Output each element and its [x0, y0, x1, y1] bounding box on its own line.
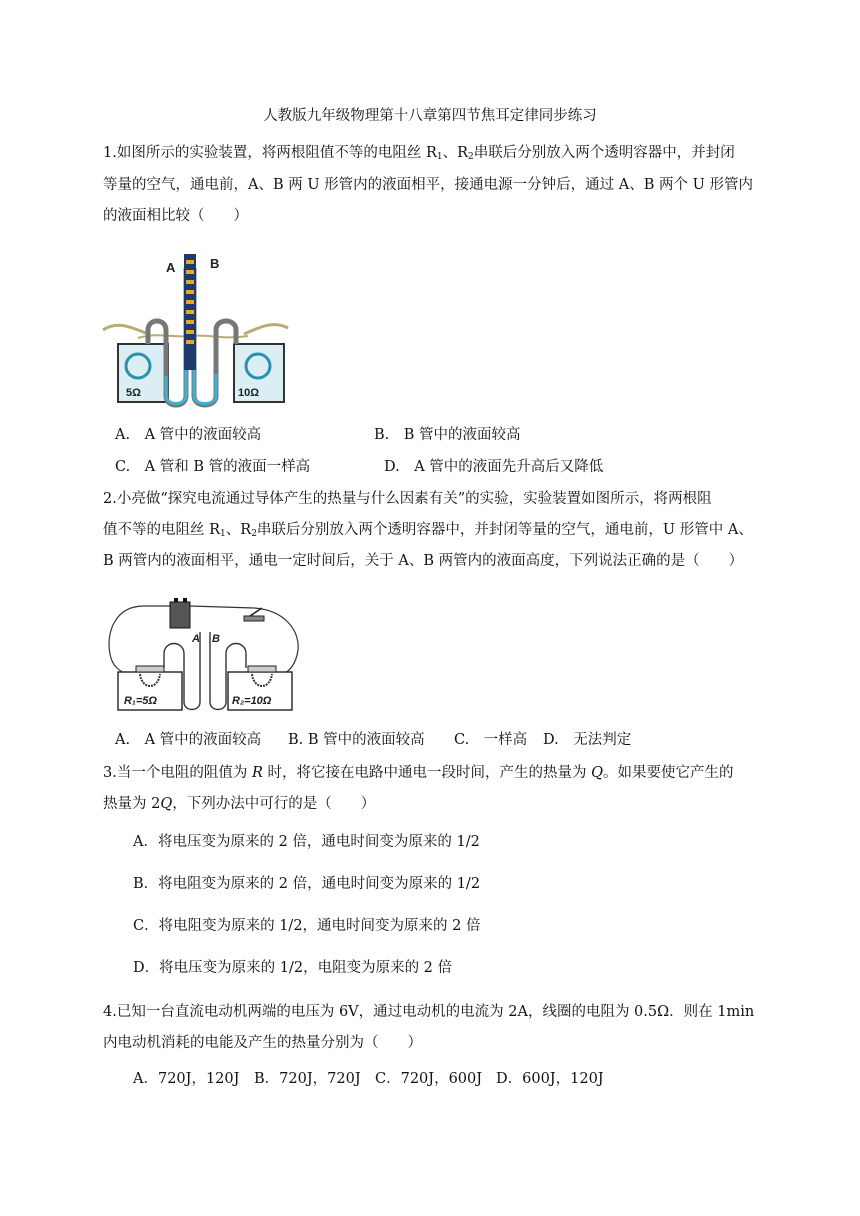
q1-option-c[interactable]: C. A 管和 B 管的液面一样高 [115, 459, 311, 475]
q3-option-c[interactable]: C．将电阻变为原来的 1/2，通电时间变为原来的 2 倍 [133, 918, 481, 934]
q4-option-a[interactable]: A．720J，120J [133, 1071, 240, 1087]
q1-apparatus-figure [98, 248, 294, 408]
q1-fig-resistor-right: 10Ω [238, 387, 260, 399]
q1-option-b[interactable]: B. B 管中的液面较高 [374, 427, 521, 443]
q2-option-d[interactable]: D. 无法判定 [543, 732, 632, 748]
q2-text-line2: 值不等的电阻丝 $R_1$、$R_2$串联后分别放入两个透明容器中，并封闭等量的空气，通电前，U 形管中 A、 [103, 522, 753, 539]
q2-fig-r1: R₁=5Ω [124, 695, 157, 707]
document-title: 人教版九年级物理第十八章第四节焦耳定律同步练习 [263, 108, 597, 124]
q2-fig-r2: R₂=10Ω [232, 695, 272, 707]
q4-text-line2: 内电动机消耗的电能及产生的热量分别为（ ） [103, 1035, 422, 1051]
q4-option-c[interactable]: C．720J，600J [375, 1071, 483, 1087]
q3-option-b[interactable]: B．将电阻变为原来的 2 倍，通电时间变为原来的 1/2 [133, 876, 481, 892]
q3-text-line1: 3.当一个电阻的阻值为 R 时，将它接在电路中通电一段时间，产生的热量为 Q。如果要使它产生的 [103, 765, 734, 781]
q4-text-line1: 4.已知一台直流电动机两端的电压为 6V，通过电动机的电流为 2A，线圈的电阻为 0.5Ω．则在 1min [103, 1004, 755, 1020]
q2-text-line3: B 两管内的液面相平，通电一定时间后，关于 A、B 两管内的液面高度，下列说法正确的是（ ） [103, 553, 744, 569]
q3-option-d[interactable]: D．将电压变为原来的 1/2，电阻变为原来的 2 倍 [133, 960, 453, 976]
q2-fig-label-b: B [212, 633, 220, 645]
q2-fig-label-a: A [192, 633, 200, 645]
q2-option-b[interactable]: B. B 管中的液面较高 [288, 732, 425, 748]
q2-option-c[interactable]: C. 一样高 [454, 732, 528, 748]
q1-text-line2: 等量的空气，通电前，A、B 两 U 形管内的液面相平，接通电源一分钟后，通过 A、B 两个 U 形管内 [103, 177, 753, 193]
q2-option-a[interactable]: A. A 管中的液面较高 [115, 732, 262, 748]
q4-option-b[interactable]: B．720J，720J [254, 1071, 361, 1087]
q2-text-line1: 2.小亮做“探究电流通过导体产生的热量与什么因素有关”的实验，实验装置如图所示，将两根阻 [103, 491, 712, 507]
q1-option-d[interactable]: D. A 管中的液面先升高后又降低 [384, 459, 604, 475]
q1-fig-label-b: B [210, 256, 220, 271]
q3-text-line2: 热量为 2Q，下列办法中可行的是（ ） [103, 796, 376, 812]
q1-fig-resistor-left: 5Ω [126, 387, 141, 399]
q3-option-a[interactable]: A．将电压变为原来的 2 倍，通电时间变为原来的 1/2 [133, 834, 480, 850]
q2-circuit-figure [104, 594, 304, 714]
q1-fig-label-a: A [166, 260, 176, 275]
q1-text-line1: 1.如图所示的实验装置，将两根阻值不等的电阻丝 $R_1$、$R_2$串联后分别放入两个透明容器中，并封闭 [103, 145, 735, 162]
q4-option-d[interactable]: D．600J，120J [496, 1071, 604, 1087]
q1-option-a[interactable]: A. A 管中的液面较高 [115, 427, 262, 443]
q1-text-line3: 的液面相比较（ ） [103, 208, 248, 224]
